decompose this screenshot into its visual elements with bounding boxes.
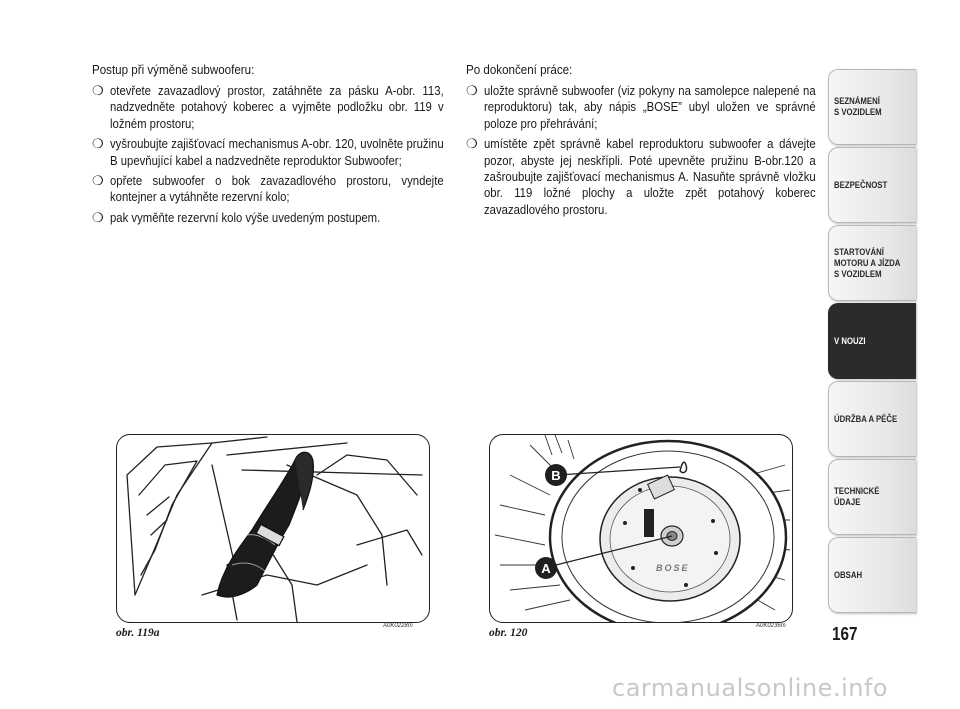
list-item: ❍ pak vyměňte rezervní kolo výše uvedeným postupem.: [92, 209, 381, 225]
bullet-icon: ❍: [92, 83, 104, 98]
figure-120-illustration: [489, 434, 793, 623]
left-intro: Postup při výměně subwooferu:: [92, 63, 255, 77]
list-item: ❍ uložte správně subwoofer (viz pokyny na samolepce nalepené na reproduktoru) tak, aby nápis „BOSE” ubyl uložen ve správné poloze pro přehrávání;: [466, 83, 816, 131]
bullet-icon: ❍: [466, 83, 478, 98]
bullet-icon: ❍: [92, 173, 104, 189]
chapter-tabs: [828, 69, 916, 615]
figure-119a-illustration: [116, 434, 430, 623]
brand-logo-text: BOSE: [656, 563, 690, 573]
right-steps-list: [466, 83, 816, 218]
tab-udrzba[interactable]: ÚDRŽBA A PÉČE: [828, 381, 916, 457]
tab-obsah[interactable]: OBSAH: [828, 537, 916, 613]
figure-caption-right: obr. 120: [489, 627, 528, 639]
spare-wheel-subwoofer-drawing: [490, 435, 792, 622]
tab-bezpecnost[interactable]: BEZPEČNOST: [828, 147, 916, 223]
figure-caption-left: obr. 119a: [116, 627, 160, 639]
bullet-icon: ❍: [92, 136, 104, 152]
bullet-icon: ❍: [466, 136, 478, 152]
left-column: [92, 62, 444, 230]
left-steps-list: [92, 83, 444, 226]
list-item: ❍ otevřete zavazadlový prostor, zatáhněte za pásku A-obr. 113, nadzvedněte potahový koberec a vyjměte podložku obr. 119 v ložném prostoru;: [92, 83, 444, 131]
tab-v-nouzi[interactable]: V NOUZI: [828, 303, 916, 379]
list-item: ❍ opřete subwoofer o bok zavazadlového prostoru, vyndejte kontejner a vytáhněte rezervní kolo;: [92, 173, 444, 205]
callout-b-label: B: [551, 468, 561, 483]
list-item: ❍ umístěte zpět správně kabel reproduktoru subwoofer a dávejte pozor, abyste jej neskřípli. Poté upevněte pružinu B-obr.120 a zašroubujte zajišťovací mechanismus A. Nasuňte správně vložku obr. 119 ložné plochy a uložte zpět potahový koberec zavazadlového prostoru.: [466, 136, 816, 217]
figure-code-right: A0K0236m: [756, 623, 786, 629]
tab-technicke-udaje[interactable]: TECHNICKÉ ÚDAJE: [828, 459, 916, 535]
subwoofer-removal-drawing: [117, 435, 429, 622]
right-column: [466, 62, 816, 222]
list-item: ❍ vyšroubujte zajišťovací mechanismus A-obr. 120, uvolněte pružinu B upevňující kabel a nadzvedněte reproduktor Subwoofer;: [92, 136, 444, 168]
watermark: carmanualsonline.info: [612, 674, 889, 702]
tab-seznameni[interactable]: SEZNÁMENÍ S VOZIDLEM: [828, 69, 916, 145]
tab-startovani[interactable]: STARTOVÁNÍ MOTORU A JÍZDA S VOZIDLEM: [828, 225, 916, 301]
bullet-icon: ❍: [92, 209, 104, 225]
figure-code-left: A0K0228m: [383, 623, 413, 629]
callout-a-label: A: [541, 561, 551, 576]
right-intro: Po dokončení práce:: [466, 63, 573, 77]
page-number: 167: [832, 624, 858, 644]
